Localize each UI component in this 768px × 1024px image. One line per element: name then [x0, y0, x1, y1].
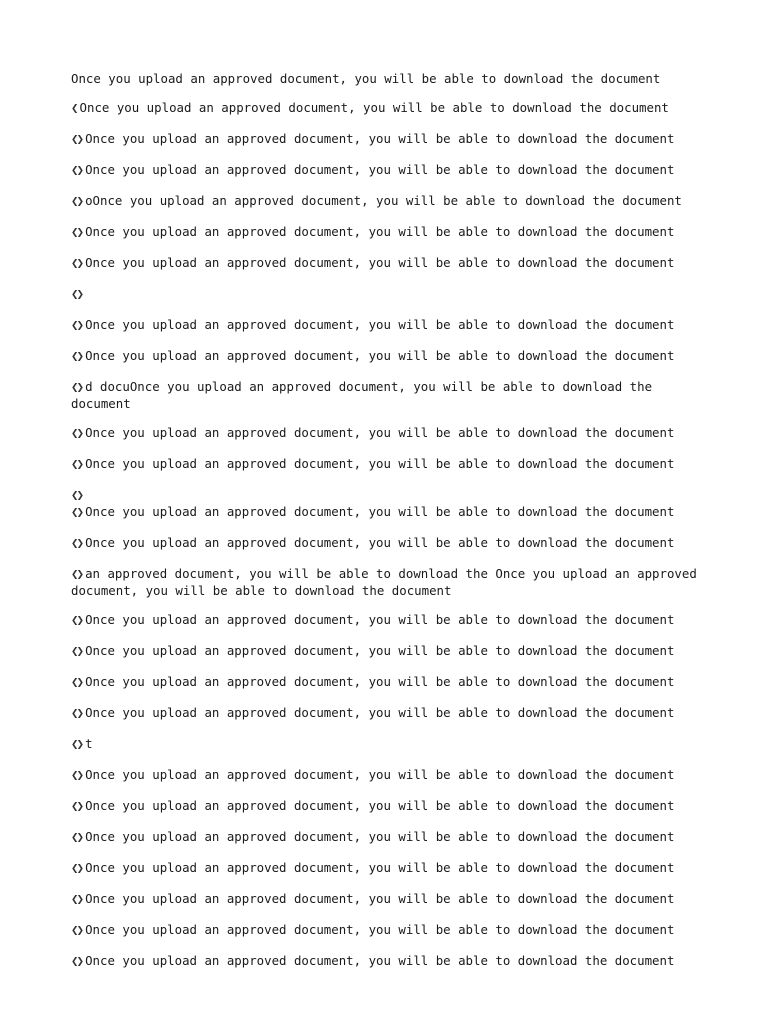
paragraph [71, 612, 711, 629]
paragraph-text: Once you upload an approved document, you will be able to download the document [85, 612, 675, 627]
paragraph-text: d docuOnce you upload an approved document, you will be able to download the document [71, 379, 660, 411]
paragraph [71, 224, 711, 241]
bracket-glyph: ❮❯ [71, 197, 83, 207]
bracket-glyph: ❮❯ [71, 771, 83, 781]
bracket-glyph: ❮❯ [71, 864, 83, 874]
paragraph-text: Once you upload an approved document, you will be able to download the document [85, 922, 675, 937]
bracket-glyph: ❮❯ [71, 616, 83, 626]
bracket-glyph: ❮❯ [71, 508, 83, 518]
paragraph-text: Once you upload an approved document, you will be able to download the document [85, 767, 675, 782]
paragraph [71, 922, 711, 939]
paragraph-text: Once you upload an approved document, you will be able to download the document [71, 71, 661, 86]
bracket-glyph: ❮❯ [71, 352, 83, 362]
bracket-glyph: ❮❯ [71, 709, 83, 719]
paragraph [71, 829, 711, 846]
bracket-glyph: ❮❯ [71, 957, 83, 967]
bracket-glyph: ❮❯ [71, 539, 83, 549]
bracket-glyph: ❮❯ [71, 321, 83, 331]
paragraph-text: an approved document, you will be able to download the Once you upload an approved document, you will be able to download the document [71, 566, 705, 598]
paragraph-text: Once you upload an approved document, you will be able to download the document [79, 100, 669, 115]
bracket-glyph: ❮❯ [71, 647, 83, 657]
bracket-glyph: ❮❯ [71, 135, 83, 145]
paragraph [71, 348, 711, 365]
bracket-glyph: ❮❯ [71, 429, 83, 439]
paragraph [71, 736, 711, 753]
paragraph-text: Once you upload an approved document, you will be able to download the document [85, 705, 675, 720]
paragraph [71, 456, 711, 473]
bracket-glyph: ❮❯ [71, 228, 83, 238]
paragraph-text: Once you upload an approved document, you will be able to download the document [85, 829, 675, 844]
paragraph-text: Once you upload an approved document, you will be able to download the document [85, 131, 675, 146]
paragraph [71, 425, 711, 442]
paragraph [71, 860, 711, 877]
paragraph [71, 767, 711, 784]
bracket-glyph: ❮❯ [71, 460, 83, 470]
paragraph [71, 953, 711, 970]
paragraph-text: Once you upload an approved document, you will be able to download the document [85, 535, 675, 550]
paragraph [71, 535, 711, 552]
bracket-glyph: ❮ [71, 104, 77, 114]
bracket-glyph: ❮❯ [71, 166, 83, 176]
paragraph-text: Once you upload an approved document, you will be able to download the document [85, 798, 675, 813]
paragraph-text: Once you upload an approved document, you will be able to download the document [85, 317, 675, 332]
paragraph [71, 504, 711, 521]
paragraph [71, 255, 711, 272]
paragraph-text: Once you upload an approved document, you will be able to download the document [85, 348, 675, 363]
bracket-glyph: ❮❯ [71, 802, 83, 812]
paragraph [71, 131, 711, 148]
paragraph [71, 643, 711, 660]
paragraph-text: Once you upload an approved document, you will be able to download the document [85, 425, 675, 440]
paragraph [71, 674, 711, 691]
bracket-glyph: ❮❯ [71, 895, 83, 905]
paragraph [71, 162, 711, 179]
paragraph [71, 193, 711, 210]
bracket-glyph: ❮❯ [71, 740, 83, 750]
paragraph [71, 705, 711, 722]
paragraph-text: Once you upload an approved document, you will be able to download the document [85, 860, 675, 875]
bracket-glyph: ❮❯ [71, 678, 83, 688]
bracket-glyph: ❮❯ [71, 570, 83, 580]
paragraph-text: Once you upload an approved document, you will be able to download the document [85, 674, 675, 689]
bracket-glyph: ❮❯ [71, 491, 83, 501]
paragraph-text: Once you upload an approved document, you will be able to download the document [85, 456, 675, 471]
paragraph [71, 71, 711, 86]
paragraph-text: Once you upload an approved document, you will be able to download the document [85, 504, 675, 519]
paragraph [71, 891, 711, 908]
paragraph [71, 100, 711, 117]
document-body [71, 71, 711, 984]
paragraph-text: Once you upload an approved document, you will be able to download the document [85, 891, 675, 906]
bracket-glyph: ❮❯ [71, 383, 83, 393]
paragraph-text: Once you upload an approved document, you will be able to download the document [85, 224, 675, 239]
bracket-glyph: ❮❯ [71, 926, 83, 936]
paragraph-text: Once you upload an approved document, you will be able to download the document [85, 255, 675, 270]
paragraph-text: Once you upload an approved document, you will be able to download the document [85, 643, 675, 658]
paragraph [71, 286, 711, 303]
paragraph [71, 798, 711, 815]
paragraph [71, 487, 711, 504]
paragraph-text: oOnce you upload an approved document, you will be able to download the document [85, 193, 682, 208]
paragraph [71, 566, 711, 598]
paragraph [71, 317, 711, 334]
bracket-glyph: ❮❯ [71, 833, 83, 843]
bracket-glyph: ❮❯ [71, 290, 83, 300]
paragraph [71, 379, 711, 411]
bracket-glyph: ❮❯ [71, 259, 83, 269]
paragraph-text: Once you upload an approved document, you will be able to download the document [85, 162, 675, 177]
paragraph-text: Once you upload an approved document, you will be able to download the document [85, 953, 675, 968]
paragraph-text: t [85, 736, 93, 751]
